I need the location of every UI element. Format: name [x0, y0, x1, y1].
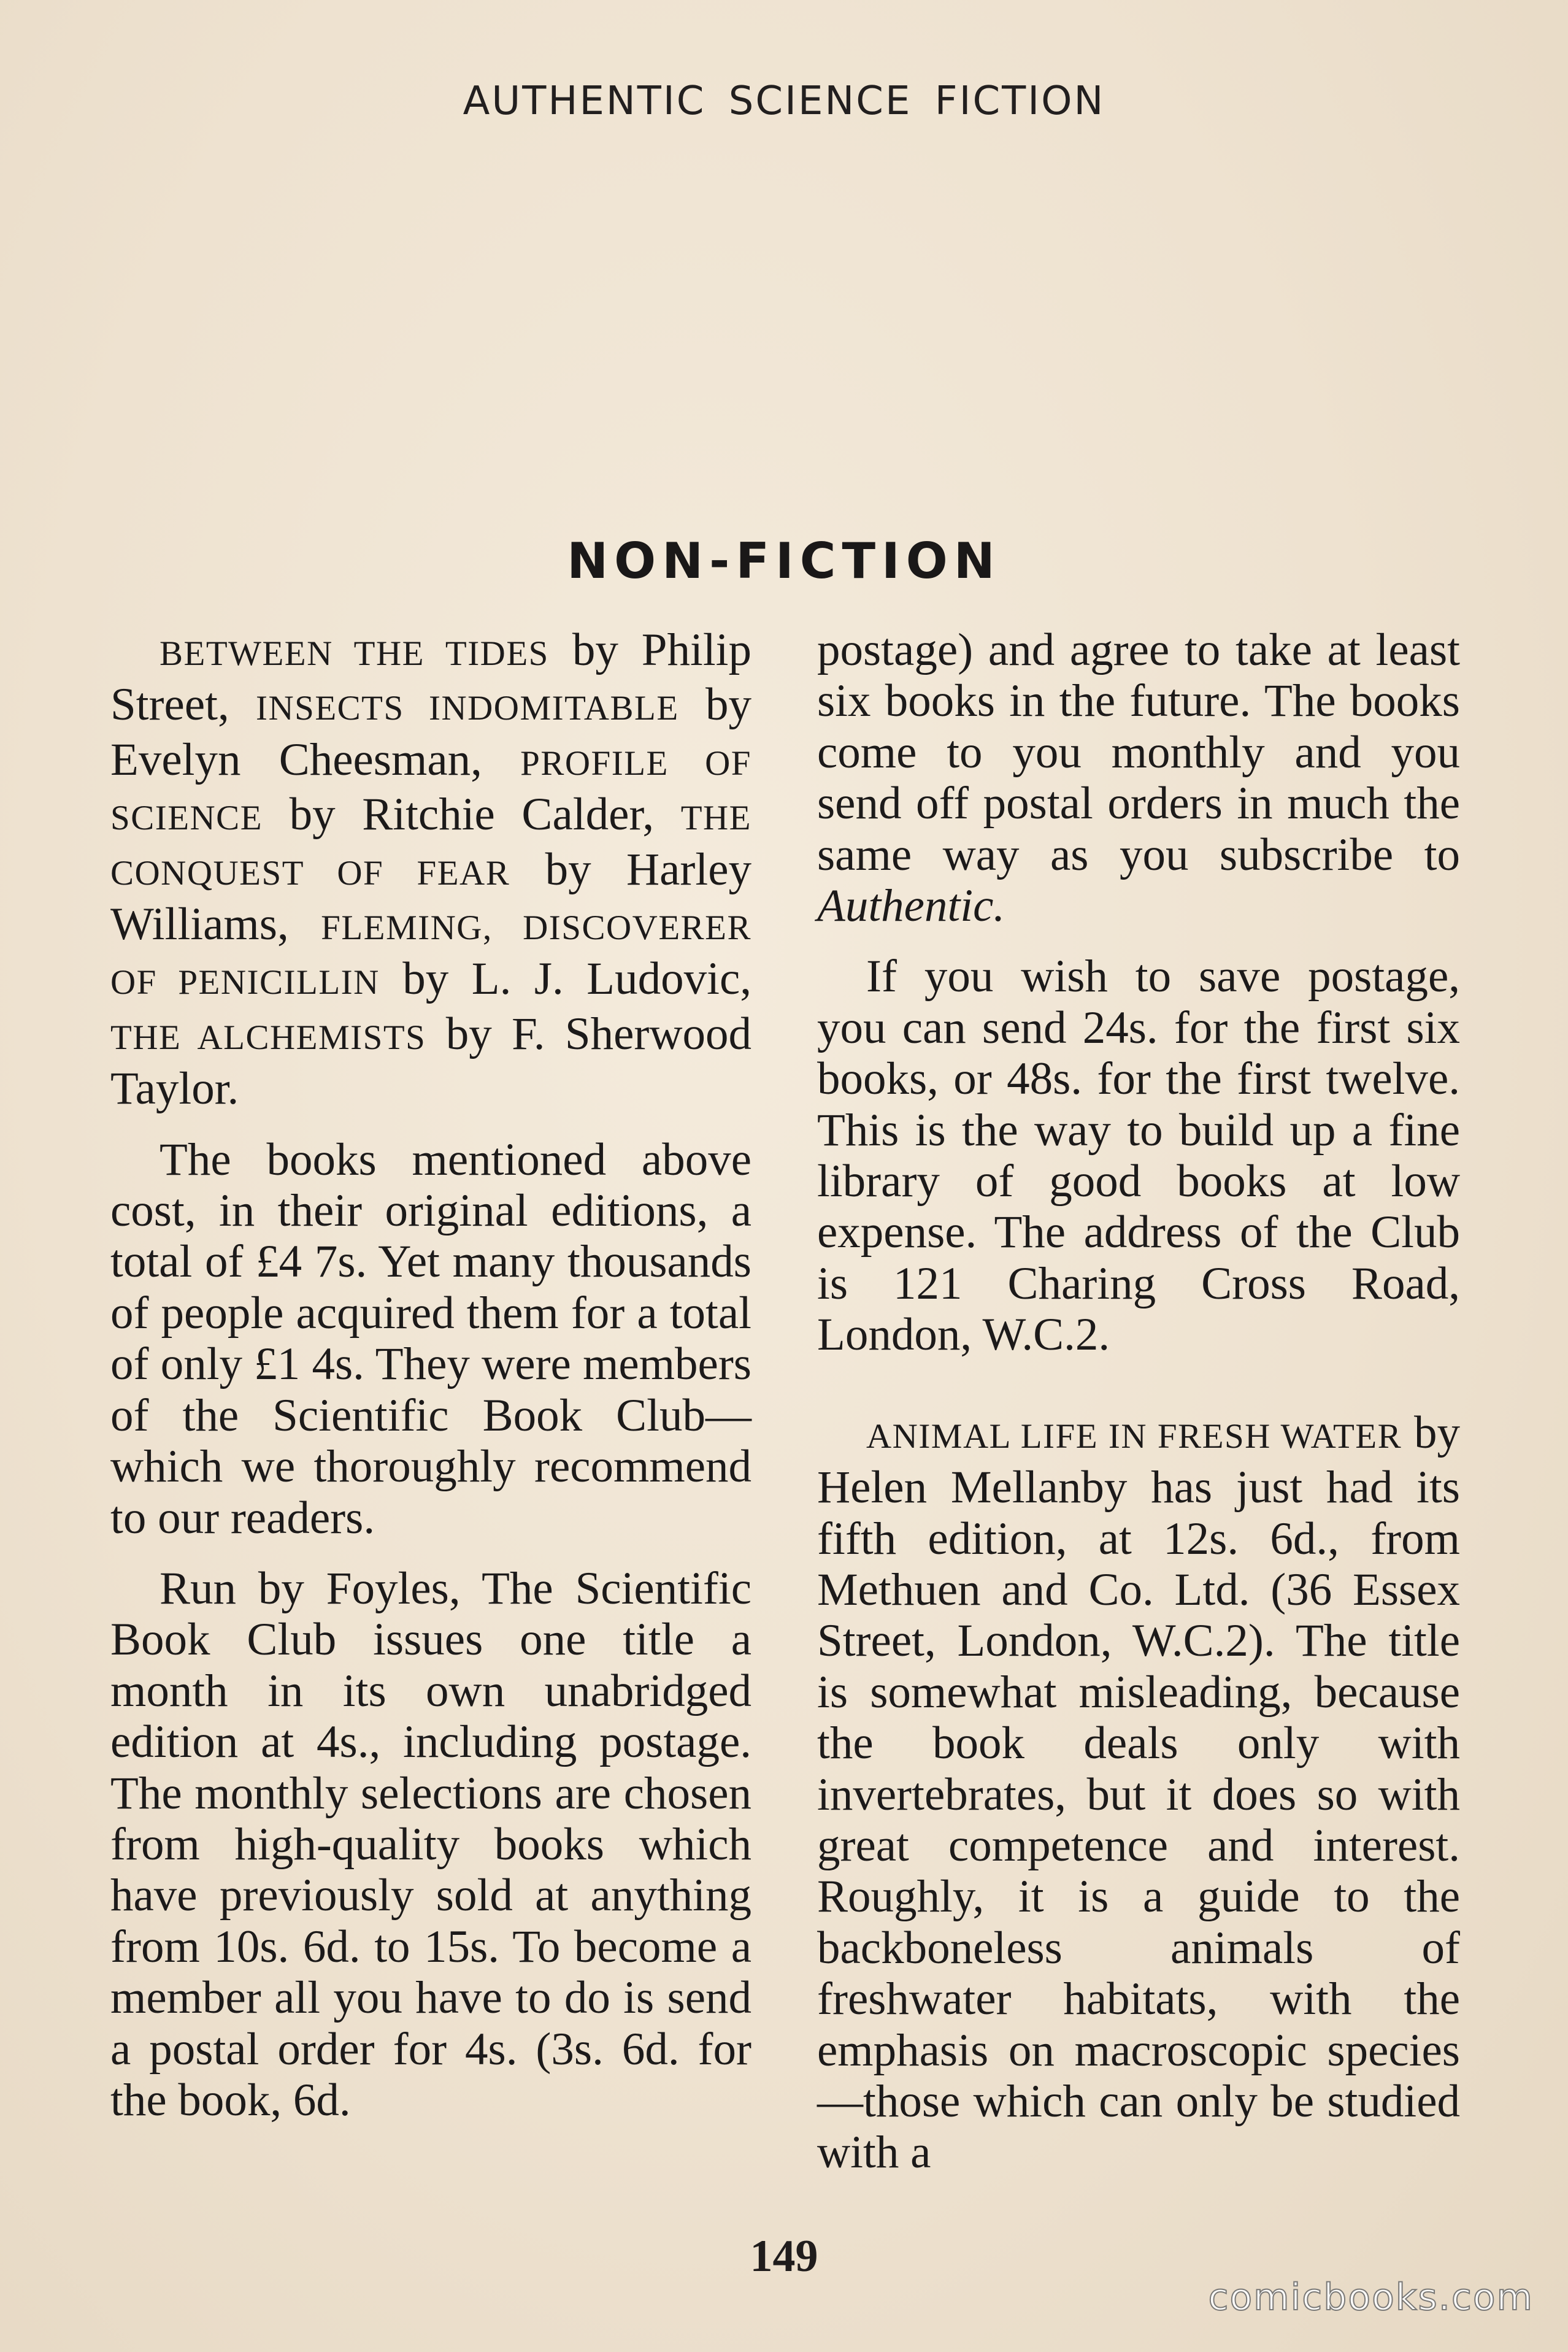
book-title: BETWEEN THE TIDES — [159, 634, 549, 673]
review-text: by Helen Mellanby has just had its fifth edition, at 12s. 6d., from Methuen and Co. Ltd. (36 Essex Street, London, W.C.2). The title is somewhat misleading, because the book deals only with invertebrates, but it does so with great competence and interest. Roughly, it is a guide to the backboneless animals of freshwater habitats, with the emphasis on macroscopic species—those which can only be studied with a — [817, 1407, 1460, 2178]
book-title: INSECTS INDOMITABLE — [255, 689, 679, 728]
postage-text: postage) and agree to take at least six books in the future. The books come to you monthly and you send off postal orders in much the same way as you subscribe to — [817, 625, 1460, 880]
book-author: by Ritchie Calder, — [263, 789, 681, 840]
left-column — [110, 625, 751, 2126]
book-title: THE ALCHEMISTS — [110, 1018, 426, 1057]
book-author: by Evelyn Cheesman, — [110, 679, 751, 785]
club-paragraph: Run by Foyles, The Scientific Book Club issues one title a month in its own unabridged edition at 4s., including postage. The monthly selections are chosen from high-quality books which have previously sold at anything from 10s. 6d. to 15s. To become a member all you have to do is send a postal order for 4s. (3s. 6d. for the book, 6d. — [110, 1562, 751, 2126]
book-title: PROFILE OF SCIENCE — [110, 744, 751, 838]
book-title: THE CONQUEST OF FEAR — [110, 799, 751, 893]
running-head: AUTHENTIC SCIENCE FICTION — [463, 79, 1105, 124]
postage-paragraph — [817, 625, 1460, 931]
save-postage-paragraph: If you wish to save postage, you can send 24s. for the first six books, or 48s. for the first twelve. This is the way to build up a fine library of good books at low expense. The address of the Club is 121 Charing Cross Road, London, W.C.2. — [817, 951, 1460, 1361]
page-number: 149 — [750, 2231, 818, 2281]
book-list-paragraph — [110, 625, 751, 1115]
book-author: by Harley Williams, — [110, 844, 751, 950]
book-author: by L. J. Ludovic, — [379, 953, 751, 1005]
section-title: NON-FICTION — [567, 532, 1001, 590]
right-column — [817, 625, 1460, 2178]
cost-paragraph: The books mentioned above cost, in their original editions, a total of £4 7s. Yet many thousands of people acquired them for a total of only £1 4s. They were members of the Scientific Book Club—which we thoroughly recommend to our readers. — [110, 1134, 751, 1543]
book-title: ANIMAL LIFE IN FRESH WATER — [866, 1416, 1402, 1456]
animal-life-paragraph — [817, 1407, 1460, 2178]
magazine-name: Authentic. — [817, 880, 1005, 932]
book-title: FLEMING, DISCOVERER OF PENICILLIN — [110, 909, 751, 1002]
book-author: by Philip Street, — [110, 625, 751, 731]
watermark: comicbooks.com — [1208, 2276, 1534, 2319]
book-author: by F. Sherwood Taylor. — [110, 1008, 751, 1115]
